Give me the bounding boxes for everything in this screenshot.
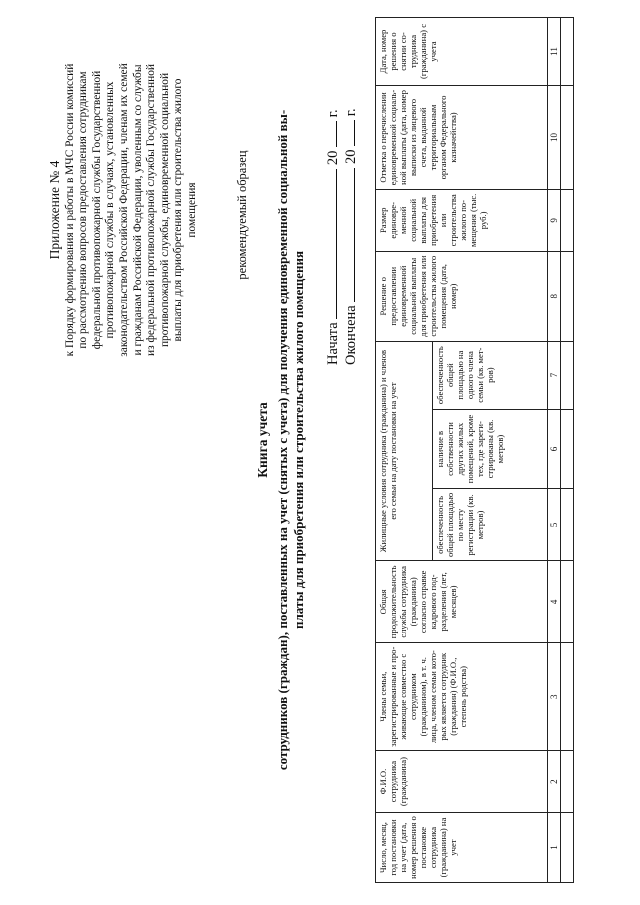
appendix-title: Приложение № 4 [47,160,62,260]
column-header: Число, месяц, год постановки на учет (дата, номер решения о постановке сотрудника (гражданина) на учет [376,813,548,883]
ledger-table [375,17,574,883]
column-header: Отметка о перечислении единовременной социальной выплаты (дата, номер выписки из лицевого счета, выданной территориальным органом Федерального казначейства) [376,86,548,190]
column-number: 1 [548,813,561,883]
start-date-blank [324,169,337,319]
column-number: 7 [548,341,561,409]
start-date-label: Начата [325,322,341,365]
appendix-line: к Порядку формирования и работы в МЧС России комиссий [63,63,76,357]
column-header: Решение о предоставлении единовременной социальной выплаты для приобретения или строительства жилого помещения (дата, номер) [376,251,548,341]
appendix-line: по рассмотрению вопросов предоставления сотрудникам [77,71,90,349]
end-year-suffix: г. [343,108,359,117]
table-cell [561,813,574,883]
column-number: 8 [548,251,561,341]
column-number: 4 [548,561,561,643]
column-header: обеспеченность общей площадью на одного члена семьи (кв. метров) [433,341,548,409]
column-number: 9 [548,189,561,251]
table-row [561,18,574,883]
appendix-line: противопожарной службы, единовременной социальной [158,72,171,348]
end-date-label: Окончена [343,305,359,365]
table-cell [561,751,574,813]
column-header: обеспеченность общей площадью по месту регистрации (кв. метров) [433,489,548,561]
column-number: 5 [548,489,561,561]
sample-label: рекомендуемый образец [235,150,249,280]
column-number: 11 [548,18,561,86]
appendix-line: выплаты для приобретения или строительства жилого [172,78,185,342]
table-cell [561,409,574,489]
book-title: Книга учета [255,402,270,478]
appendix-line: помещения [185,182,198,238]
book-subtitle-line: платы для приобретения или строительства жилого помещения [291,251,306,629]
end-date-blank [342,168,355,302]
table-cell [561,189,574,251]
column-number: 6 [548,409,561,489]
end-year-prefix: 20 [343,149,359,165]
column-header: Общая продолжительность службы сотрудника (гражданина) согласно справке кадрового подразделения (лет, месяцев) [376,561,548,643]
appendix-block [48,45,200,375]
appendix-line: из федеральной противопожарной службы Государственной [145,64,158,356]
appendix-line: федеральной противопожарной службы Государственной [90,70,103,350]
column-header: Размер единовременной социальной выплаты для приобретения или строительства жилого помещения (тыс. руб.) [376,189,548,251]
book-subtitle [275,0,307,885]
start-year-suffix: г. [325,109,341,118]
book-subtitle-line: сотрудников (граждан), поставленных на учет (снятых с учета) для получения единовременной социальной вы- [275,109,290,771]
table-cell [561,489,574,561]
column-number-row [548,18,561,883]
table-cell [561,561,574,643]
start-year-blank [324,121,337,147]
table-cell [561,643,574,751]
column-number: 2 [548,751,561,813]
dates-block [324,108,360,365]
column-header: наличие в собственности других жилых помещений, кроме тех, где зарегистрированы (кв. метров) [433,409,548,489]
group-header: Жилищные условия сотрудника (гражданина) и членов его семьи на дату постановки на учет [376,341,433,561]
column-number: 10 [548,86,561,190]
appendix-line: и гражданам Российской Федерации, уволенным со службы [131,64,144,356]
appendix-line: законодательством Российской Федерации, членам их семей [117,63,130,357]
table-cell [561,341,574,409]
table-cell [561,251,574,341]
end-year-blank [342,120,355,146]
column-number: 3 [548,643,561,751]
column-header: Дата, номер решения о снятии сотрудника (гражданина) с учета [376,18,548,86]
table-header-row [376,18,433,883]
column-header: Члены семьи, зарегистрированные и проживающие совместно с сотрудником (гражданином), в т. ч. лица, членом семьи которых является сотрудник (гражданин) (Ф.И.О., степень родства) [376,643,548,751]
appendix-line: противопожарной службы в случаях, установленных [104,81,117,339]
table-cell [561,18,574,86]
start-year-prefix: 20 [325,150,341,166]
column-header: Ф.И.О. сотрудника (гражданина) [376,751,548,813]
end-date-row [342,108,360,365]
table-cell [561,86,574,190]
start-date-row [324,108,342,365]
